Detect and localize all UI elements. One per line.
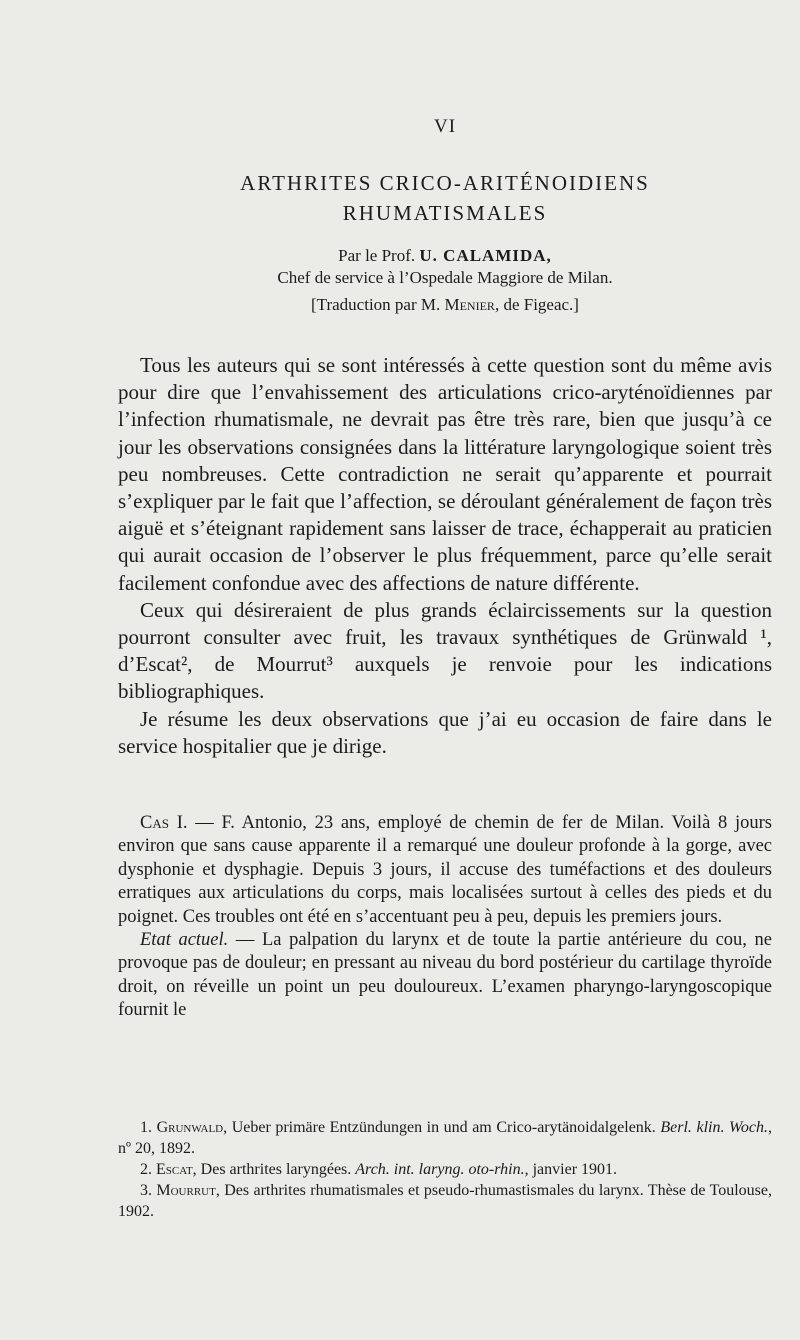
- footnote-author: Grunwald: [156, 1119, 224, 1136]
- translator-name: Menier: [444, 295, 495, 314]
- footnote: [118, 1180, 772, 1222]
- paragraph-2: Ceux qui désireraient de plus grands éclaircissements sur la question pourront consulter avec fruit, les travaux synthétiques de Grünwald ¹, d’Escat², de Mourrut³ auxquels je renvoie pour les indications bibliographiques.: [118, 597, 772, 704]
- etat-text: — La palpation du larynx et de toute la partie antérieure du cou, ne provoque pas de douleur; en pressant au niveau du bord postérieur du cartilage thyroïde droit, on réveille un point un peu douloureux. L’examen pharyngo-laryngoscopique fournit le: [118, 930, 772, 1021]
- case-label: Cas I.: [140, 813, 188, 833]
- author-prefix: Par le Prof.: [338, 246, 416, 265]
- translation-before: [Traduction par M.: [311, 295, 441, 314]
- footnotes: [118, 1117, 772, 1222]
- footnote-journal: Berl. klin. Woch.: [660, 1119, 768, 1136]
- translation-note: [118, 295, 772, 315]
- article-title: [118, 168, 772, 228]
- author-name: U. CALAMIDA,: [419, 246, 552, 265]
- paragraph-3: Je résume les deux observations que j’ai eu occasion de faire dans le service hospitalier que je dirige.: [118, 706, 772, 758]
- title-line-1: ARTHRITES CRICO-ARITÉNOIDIENS: [240, 171, 650, 195]
- footnote-author: Escat: [156, 1161, 193, 1178]
- author-line: [118, 245, 772, 267]
- footnote-text: , Ueber primäre Entzündungen in und am Crico-arytänoidalgelenk.: [223, 1119, 661, 1136]
- case-report: [118, 812, 772, 1023]
- etat-paragraph: [118, 929, 772, 1023]
- footnote-text: , Des arthrites rhumatismales et pseudo-rhumastismales du larynx. Thèse de Toulouse, 1902.: [118, 1182, 773, 1220]
- etat-label: Etat actuel.: [140, 930, 229, 951]
- translation-after: , de Figeac.]: [494, 295, 579, 314]
- chapter-number: VI: [433, 116, 457, 137]
- footnote: [118, 1159, 772, 1180]
- main-text: [118, 352, 772, 760]
- footnote-ref: , janvier 1901.: [524, 1161, 618, 1178]
- footnote-author: Mourrut: [156, 1182, 216, 1199]
- footnote-ref: , nº 20, 1892.: [118, 1119, 772, 1157]
- byline: [118, 245, 772, 289]
- case-paragraph: [118, 812, 772, 929]
- footnote-number: 3.: [140, 1182, 152, 1199]
- footnote-text: , Des arthrites laryngées.: [192, 1161, 356, 1178]
- paragraph-1: Tous les auteurs qui se sont intéressés à cette question sont du même avis pour dire que l’envahissement des articulations crico-aryténoïdiennes par l’infection rhumatismale, ne devrait pas être très rare, bien que jusqu’à ce jour les observations consignées dans la littérature laryngologique soient très peu nombreuses. Cette contradiction ne serait qu’apparente et pourrait s’expliquer par le fait que l’affection, se déroulant généralement de façon très aiguë et s’éteignant rapidement sans laisser de trace, échapperait au praticien qui aurait occasion de l’observer le plus fréquemment, parce qu’elle serait facilement confondue avec des affections de nature différente.: [118, 353, 772, 595]
- footnote-journal: Arch. int. laryng. oto-rhin.: [355, 1161, 525, 1178]
- case-text: — F. Antonio, 23 ans, employé de chemin de fer de Milan. Voilà 8 jours environ que sans cause apparente il a remarqué une douleur profonde à la gorge, avec dysphonie et dysphagie. Depuis 3 jours, il accuse des tuméfactions et des douleurs erratiques aux articulations du corps, mais localisées surtout à celles des pieds et du poignet. Ces troubles ont été en s’accentuant peu à peu, depuis les premiers jours.: [118, 813, 772, 927]
- footnote: [118, 1117, 772, 1159]
- title-line-2: RHUMATISMALES: [342, 201, 548, 225]
- author-role: Chef de service à l’Ospedale Maggiore de Milan.: [277, 268, 613, 287]
- footnote-number: 1.: [140, 1119, 152, 1136]
- footnote-number: 2.: [140, 1161, 152, 1178]
